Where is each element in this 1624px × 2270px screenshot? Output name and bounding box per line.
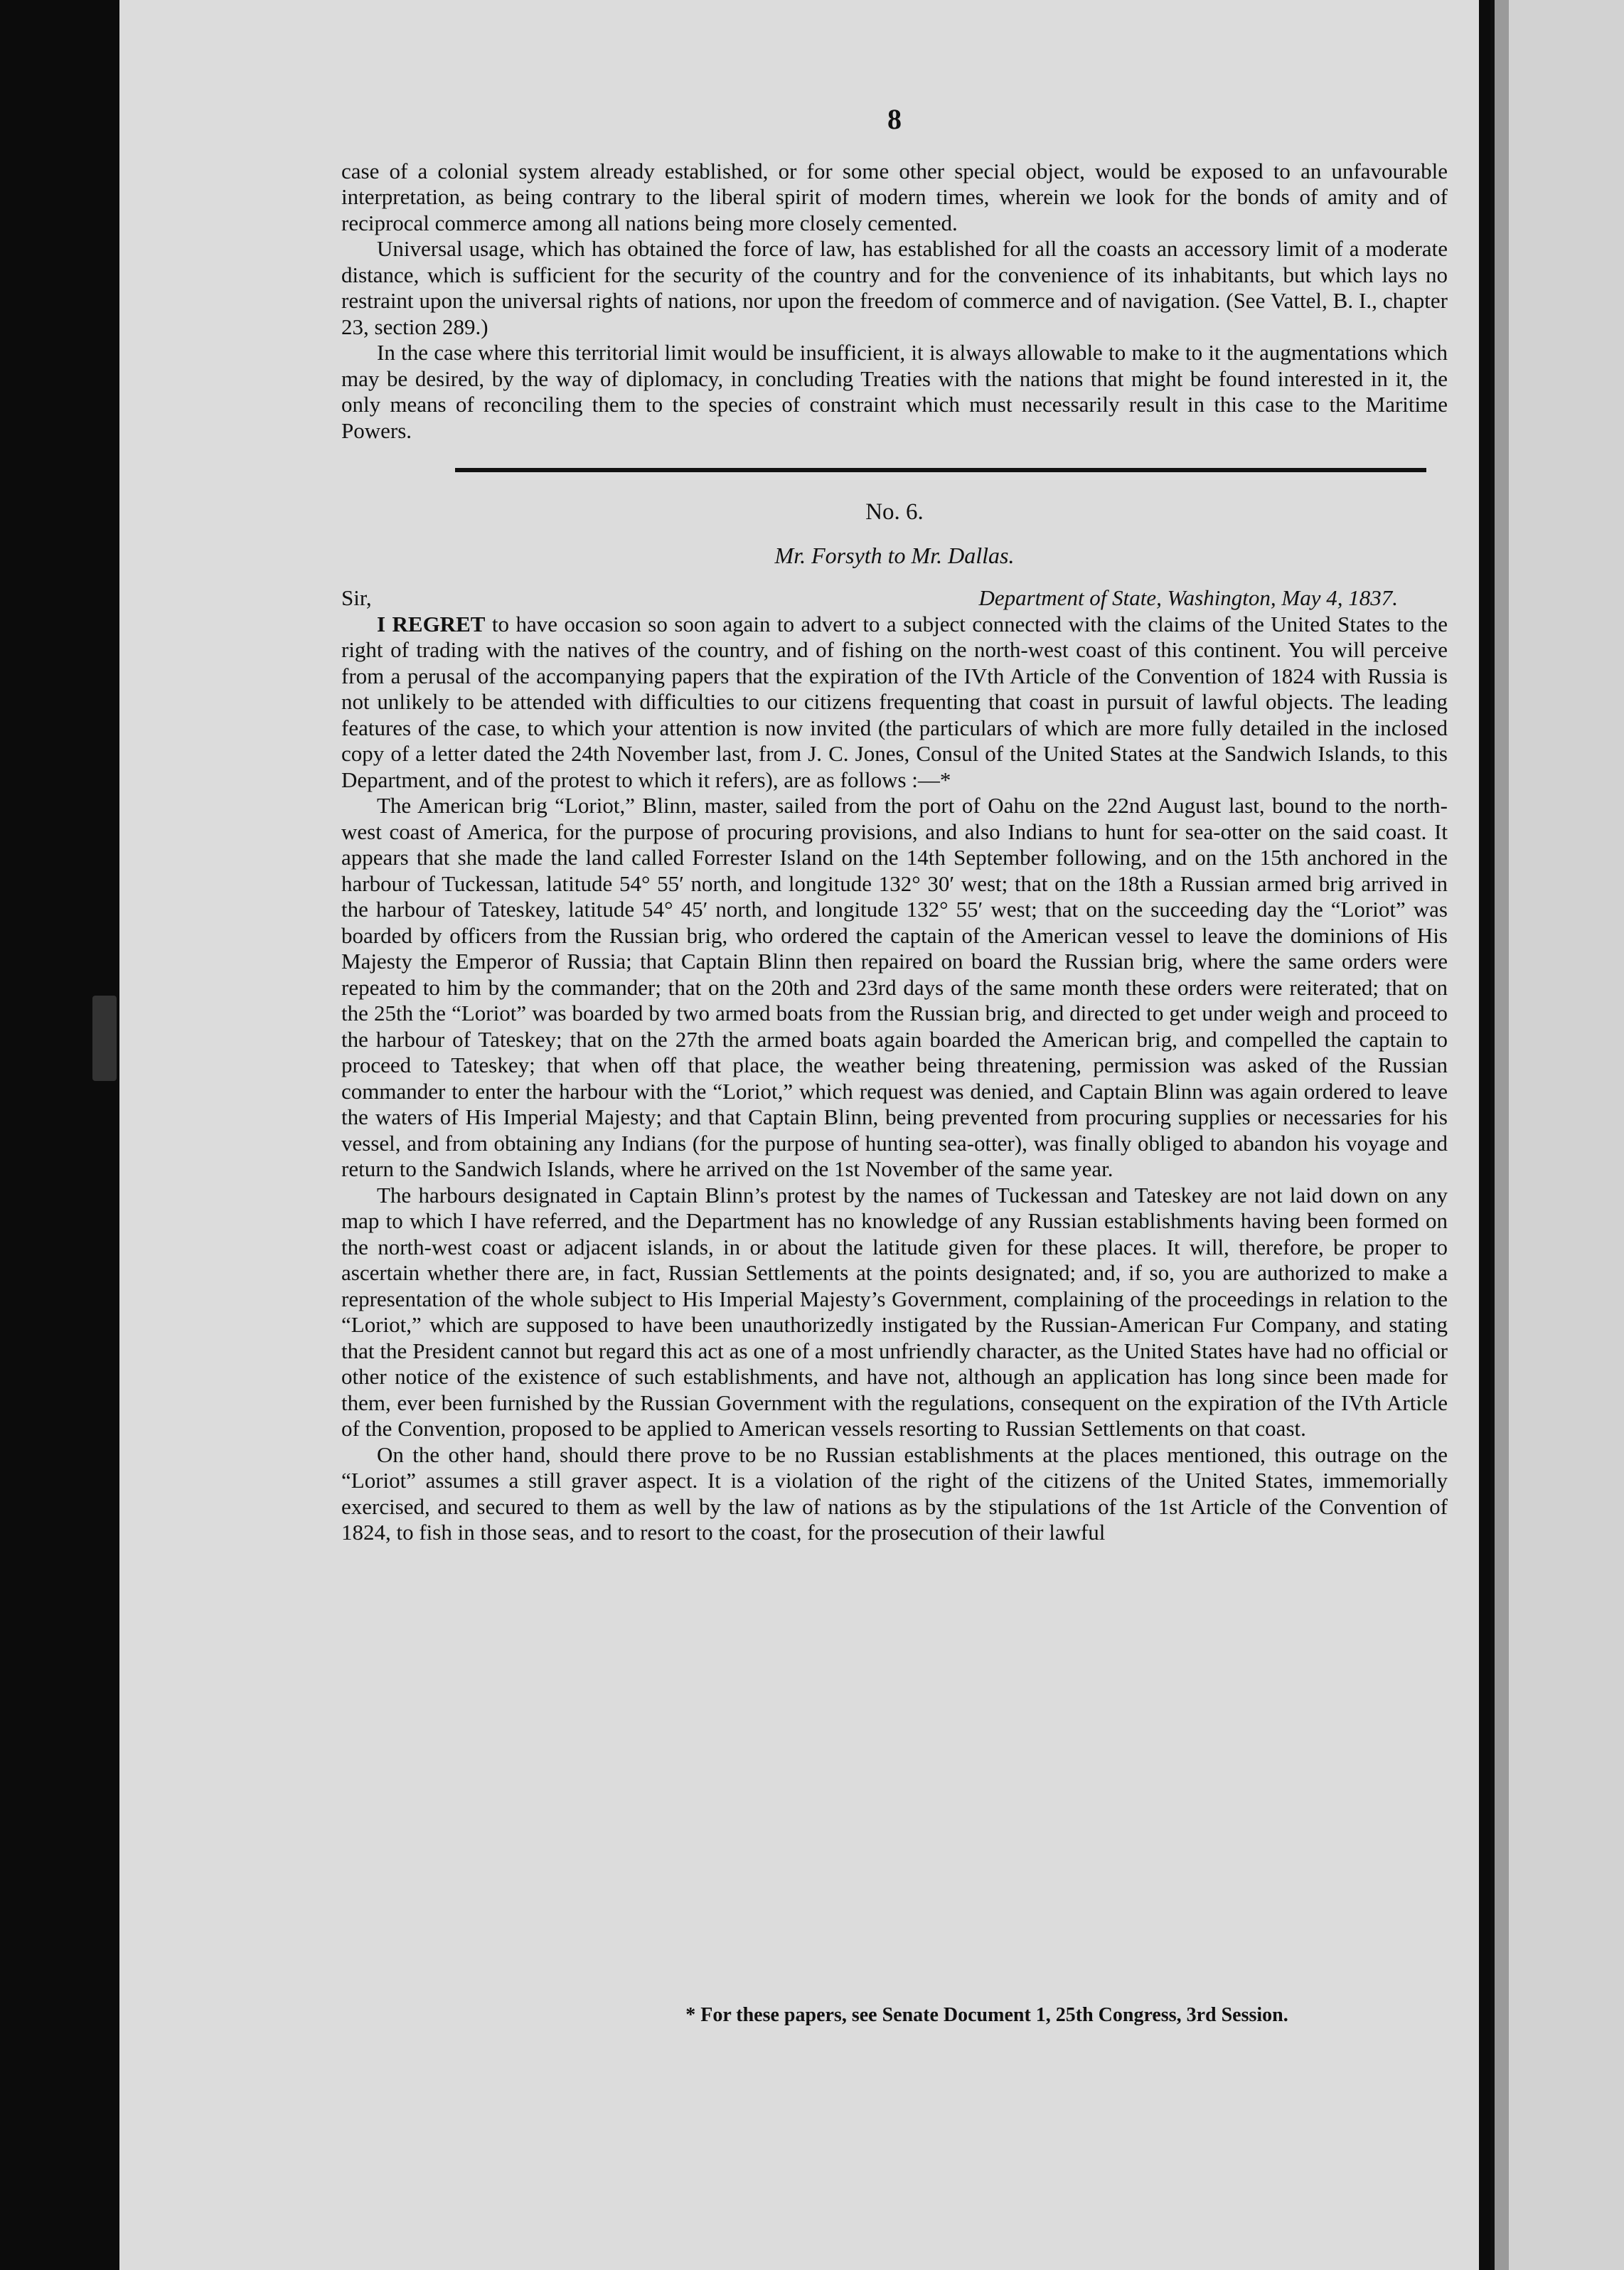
letter-dateline: Department of State, Washington, May 4, 1837. <box>978 585 1398 610</box>
paragraph-universal-usage: Universal usage, which has obtained the force of law, has established for all the coasts an accessory limit of a moderate distance, which is sufficient for the security of the country and for the convenience of its inhabitants, but which lays no restraint upon the universal rights of nations, nor upon the freedom of commerce and of navigation. (See Vattel, B. I., chapter 23, section 289.) <box>341 236 1448 339</box>
letter-title: Mr. Forsyth to Mr. Dallas. <box>774 542 1015 568</box>
letter-number: No. 6. <box>865 499 924 525</box>
paragraph-continuation: case of a colonial system already established, or for some other special object, would be exposed to an unfavourable interpretation, as being contrary to the liberal spirit of modern times, wherein we look for the bonds of amity and of reciprocal commerce among all nations being more closely cemented. <box>341 158 1448 235</box>
adjacent-page-edge <box>1490 0 1624 2270</box>
page-content <box>341 103 1448 1546</box>
letter-dateline-row <box>341 585 1448 612</box>
document-page <box>119 0 1479 2270</box>
section-divider <box>455 468 1426 472</box>
footnote: * For these papers, see Senate Document 1, 25th Congress, 3rd Session. <box>685 2004 1288 2026</box>
letter-paragraph-loriot: The American brig “Loriot,” Blinn, master, sailed from the port of Oahu on the 22nd August last, bound to the north-west coast of America, for the purpose of procuring provisions, and also Indians to hunt for sea-otter on the said coast. It appears that she made the land called Forrester Island on the 14th September following, and on the 15th anchored in the harbour of Tuckessan, latitude 54° 55′ north, and longitude 132° 30′ west; that on the 18th a Russian armed brig arrived in the harbour of Tateskey, latitude 54° 45′ north, and longitude 132° 55′ west; that on the succeeding day the “Loriot” was boarded by officers from the Russian brig, who ordered the captain of the American vessel to leave the dominions of His Majesty the Emperor of Russia; that Captain Blinn then repaired on board the Russian brig, where the same orders were repeated to him by the commander; that on the 20th and 23rd days of the same month these orders were reiterated; that on the 25th the “Loriot” was boarded by two armed boats from the Russian brig, and directed to get under weigh and proceed to the harbour of Tateskey; that on the 27th the armed boats again boarded the American brig, and compelled the captain to proceed to Tateskey; that when off that place, the weather being threatening, permission was asked of the Russian commander to enter the harbour with the “Loriot,” which request was denied, and Captain Blinn was again ordered to leave the waters of His Imperial Majesty; and that Captain Blinn, being prevented from procuring supplies or necessaries for his vessel, and from obtaining any Indians (for the purpose of hunting sea-otter), was finally obliged to abandon his voyage and return to the Sandwich Islands, where he arrived on the 1st November of the same year. <box>341 793 1448 1181</box>
letter-paragraph-outrage: On the other hand, should there prove to be no Russian establishments at the places mentioned, this outrage on the “Loriot” assumes a still graver aspect. It is a violation of the right of the citizens of the United States, immemorially exercised, and secured to them as well by the law of nations as by the stipulations of the 1st Article of the Convention of 1824, to fish in those seas, and to resort to the coast, for the prosecution of their lawful <box>341 1442 1448 1545</box>
letter-opening-word: I REGRET <box>377 611 486 636</box>
binding-shadow <box>92 996 117 1081</box>
letter-opening-text: to have occasion so soon again to advert to a subject connected with the claims of the United States to the right of trading with the natives of the country, and of fishing on the north-west coast of this continent. You will perceive from a perusal of the accompanying papers that the expiration of the IVth Article of the Convention of 1824 with Russia is not unlikely to be attended with difficulties to our citizens frequenting that coast in pursuit of lawful objects. The leading features of the case, to which your attention is now invited (the particulars of which are more fully detailed in the inclosed copy of a letter dated the 24th November last, from J. C. Jones, Consul of the United States at the Sandwich Islands, to this Department, and of the protest to which it refers), are as follows :—* <box>341 611 1448 792</box>
letter-paragraph-harbours: The harbours designated in Captain Blinn’s protest by the names of Tuckessan and Tateskey are not laid down on any map to which I have referred, and the Department has no knowledge of any Russian establishments having been formed on the north-west coast or adjacent islands, in or about the latitude given for these places. It will, therefore, be proper to ascertain whether there are, in fact, Russian Settlements at the points designated; and, if so, you are authorized to make a representation of the whole subject to His Imperial Majesty’s Government, complaining of the proceedings in relation to the “Loriot,” which are supposed to have been unauthorizedly instigated by the Russian-American Fur Company, and stating that the President cannot but regard this act as one of a most unfriendly character, as the United States have had no official or other notice of the existence of such establishments, and have not, although an application has long since been made for them, ever been furnished by the Russian Government with the regulations, consequent on the expiration of the IVth Article of the Convention, proposed to be applied to American vessels resorting to Russian Settlements on that coast. <box>341 1182 1448 1441</box>
adjacent-page-shadow <box>1495 0 1509 2270</box>
letter-paragraph-opening <box>341 612 1448 794</box>
letter-salutation: Sir, <box>341 585 372 610</box>
paragraph-territorial-limit: In the case where this territorial limit would be insufficient, it is always allowable to make to it the augmentations which may be desired, by the way of diplomacy, in concluding Treaties with the nations that might be found interested in it, the only means of reconciling them to the species of constraint which must necessarily result in this case to the Maritime Powers. <box>341 340 1448 443</box>
page-number: 8 <box>887 103 902 135</box>
